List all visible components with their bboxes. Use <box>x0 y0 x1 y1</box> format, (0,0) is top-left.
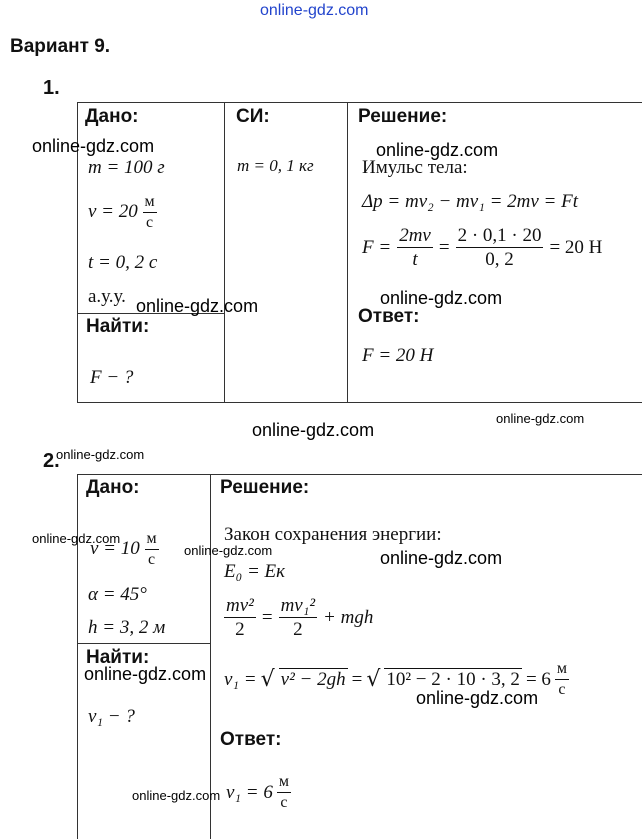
fraction-numerator: 2 · 0,1 · 20 <box>457 225 542 246</box>
equals-sign: = <box>438 236 450 258</box>
fraction-denominator: с <box>558 681 566 698</box>
task2-solution-caption: Закон сохранения энергии: <box>224 524 442 545</box>
task2-given-velocity-unit <box>145 531 159 568</box>
task2-given-height: h = 3, 2 м <box>88 617 166 638</box>
fraction-denominator: с <box>148 551 156 568</box>
fraction-numerator: mv² <box>226 595 254 616</box>
task2-answer-unit <box>277 774 291 811</box>
task1-table-top-border <box>77 102 642 103</box>
watermark: online-gdz.com <box>496 411 585 426</box>
watermark: online-gdz.com <box>132 788 221 803</box>
task2-solution-v1-lhs: v₁ = <box>224 668 257 690</box>
page-title: Вариант 9. <box>10 36 111 57</box>
task2-solution-header: Решение: <box>220 477 310 498</box>
equals-sign: = <box>261 606 273 628</box>
task2-number: 2. <box>43 450 60 472</box>
watermark: online-gdz.com <box>416 688 539 708</box>
watermark: online-gdz.com <box>84 664 207 684</box>
task1-given-mass: m = 100 г <box>88 157 165 178</box>
task1-solution-result: = 20 Н <box>549 236 603 258</box>
task2-find-header: Найти: <box>86 647 150 668</box>
fraction-numerator: м <box>145 531 159 550</box>
task1-solution-header: Решение: <box>358 106 448 127</box>
task2-solution-sqrt2: 10² − 2 · 10 · 3, 2 <box>386 669 520 690</box>
watermark: online-gdz.com <box>376 140 499 160</box>
task1-find-force: F − ? <box>90 367 134 388</box>
fraction-denominator: 0, 2 <box>485 249 514 270</box>
task1-column-divider <box>347 102 348 403</box>
task1-si-mass: m = 0, 1 кг <box>237 156 314 175</box>
task2-given-velocity <box>90 531 159 568</box>
fraction-denominator: 2 <box>293 619 303 640</box>
watermark: online-gdz.com <box>56 447 145 462</box>
watermark: online-gdz.com <box>32 136 155 156</box>
task2-given-find-divider <box>77 643 211 644</box>
task1-si-header: СИ: <box>236 106 270 127</box>
equals-sign: = <box>351 668 363 690</box>
task1-solution-f-lhs: F = <box>362 236 392 258</box>
task1-given-note: а.у.у. <box>88 286 126 307</box>
fraction-numerator: mv₁² <box>280 595 316 616</box>
fraction-denominator: t <box>412 249 418 270</box>
watermark: online-gdz.com <box>136 296 259 316</box>
task2-given-header: Дано: <box>86 477 140 498</box>
sqrt-icon: √ <box>260 667 275 692</box>
task1-solution-equation2 <box>362 226 602 269</box>
task2-solution-fraction2 <box>279 596 317 639</box>
task2-column-divider <box>210 474 211 839</box>
task1-column-divider <box>224 102 225 403</box>
task2-solution-result-unit <box>555 661 569 698</box>
task1-solution-caption: Имульс тела: <box>362 157 468 178</box>
fraction-denominator: 2 <box>235 619 245 640</box>
watermark: online-gdz.com <box>380 548 503 568</box>
fraction-numerator: 2mv <box>399 225 431 246</box>
task1-given-velocity-value: v = 20 <box>88 200 138 222</box>
fraction-denominator: с <box>146 214 154 231</box>
task2-table-left-border <box>77 474 78 839</box>
fraction-numerator: м <box>555 661 569 680</box>
task2-solution-equation2 <box>224 596 373 639</box>
task2-given-velocity-value: v = 10 <box>90 537 140 559</box>
task2-answer-value <box>226 774 291 811</box>
fraction-numerator: м <box>277 774 291 793</box>
task1-given-header: Дано: <box>85 106 139 127</box>
task1-solution-equation1: Δp = mv₂ − mv₁ = 2mv = Ft <box>362 191 578 212</box>
task2-table-top-border <box>77 474 642 475</box>
watermark: online-gdz.com <box>380 288 503 308</box>
task1-find-header: Найти: <box>86 316 150 337</box>
task1-table-bottom-border <box>77 402 642 403</box>
task1-answer-value: F = 20 Н <box>362 345 434 366</box>
task2-answer-header: Ответ: <box>220 729 282 750</box>
fraction-denominator: с <box>280 794 288 811</box>
task1-given-velocity-unit <box>143 194 157 231</box>
watermark: online-gdz.com <box>32 531 121 546</box>
watermark: online-gdz.com <box>252 420 375 440</box>
task2-answer-prefix: v₁ = 6 <box>226 781 273 803</box>
fraction-numerator: м <box>143 194 157 213</box>
task1-solution-fraction1 <box>397 226 433 269</box>
task2-solution-equation1: E₀ = Eк <box>224 561 286 582</box>
sqrt-icon: √ <box>366 667 381 692</box>
task1-answer-header: Ответ: <box>358 306 420 327</box>
task1-solution-fraction2 <box>456 226 544 269</box>
task2-solution-result: = 6 <box>525 668 551 690</box>
task1-given-velocity <box>88 194 157 231</box>
task2-solution-fraction1 <box>224 596 256 639</box>
task2-given-angle: α = 45° <box>88 584 147 605</box>
task1-given-time: t = 0, 2 с <box>88 252 158 273</box>
task2-solution-sqrt1: v² − 2gh <box>280 669 346 690</box>
top-watermark: online-gdz.com <box>260 2 369 19</box>
watermark: online-gdz.com <box>184 543 273 558</box>
task2-solution-equation3 <box>224 661 569 698</box>
task2-find-velocity: v₁ − ? <box>88 706 135 727</box>
task2-solution-tail: + mgh <box>323 606 374 628</box>
task1-number: 1. <box>43 77 60 99</box>
